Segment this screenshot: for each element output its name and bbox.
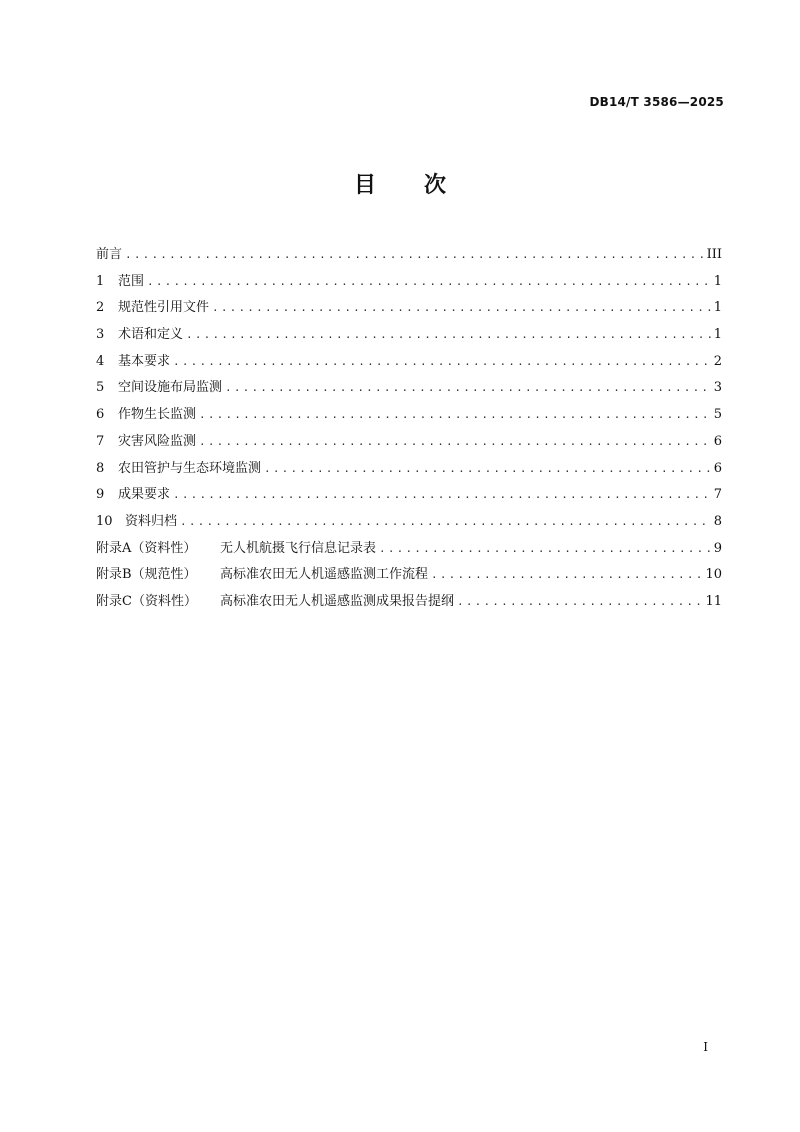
toc-entry-number: 1 — [96, 273, 105, 289]
dot-leader — [180, 515, 711, 528]
toc-entry-page: 8 — [713, 513, 722, 529]
toc-entry-title: 成果要求 — [118, 487, 171, 503]
toc-entry-3[interactable] — [96, 323, 722, 350]
toc-entry-label — [96, 403, 196, 422]
page-number: I — [703, 1040, 708, 1054]
toc-entry-page: 3 — [713, 380, 722, 396]
toc-entry-label — [96, 430, 196, 449]
toc-entry-page: 6 — [713, 433, 722, 449]
toc-entry-appendix-c[interactable] — [96, 590, 722, 617]
toc-entry-page: 1 — [713, 300, 722, 316]
dot-leader — [173, 488, 711, 501]
toc-entry-page: 9 — [713, 540, 722, 556]
toc-entry-label — [96, 563, 428, 582]
toc-entry-5[interactable] — [96, 376, 722, 403]
appendix-prefix: 附录A（资料性） — [96, 540, 197, 556]
dot-leader — [431, 568, 702, 581]
dot-leader — [379, 542, 711, 555]
dot-leader — [264, 462, 711, 475]
dot-leader — [212, 301, 711, 314]
title-char-1: 目 — [353, 173, 376, 198]
appendix-prefix: 附录C（资料性） — [96, 593, 197, 609]
dot-leader — [173, 355, 711, 368]
toc-entry-number: 4 — [96, 353, 105, 369]
toc-entry-number: 3 — [96, 327, 105, 343]
toc-entry-4[interactable] — [96, 350, 722, 377]
toc-entry-title: 无人机航摄飞行信息记录表 — [220, 540, 377, 556]
toc-entry-title: 基本要求 — [118, 353, 171, 369]
toc-entry-label — [96, 590, 454, 609]
toc-entry-title: 高标准农田无人机遥感监测成果报告提纲 — [220, 593, 455, 609]
toc-entry-page: 5 — [713, 407, 722, 423]
dot-leader — [457, 595, 702, 608]
toc-entry-2[interactable] — [96, 296, 722, 323]
toc-entry-title: 空间设施布局监测 — [118, 380, 223, 396]
title-char-2: 次 — [424, 173, 447, 198]
toc-entry-9[interactable] — [96, 483, 722, 510]
toc-entry-title: 作物生长监测 — [118, 407, 197, 423]
toc-entry-page: 6 — [713, 460, 722, 476]
toc-entry-label — [96, 296, 209, 315]
toc-entry-number: 5 — [96, 380, 105, 396]
toc-entry-10[interactable] — [96, 510, 722, 537]
toc-entry-page: 11 — [705, 593, 722, 609]
table-of-contents — [96, 243, 722, 617]
page-title — [0, 168, 800, 199]
toc-entry-page: 1 — [713, 273, 722, 289]
toc-entry-title: 资料归档 — [125, 513, 178, 529]
toc-entry-number: 7 — [96, 433, 105, 449]
toc-entry-foreword[interactable] — [96, 243, 722, 270]
toc-entry-label — [96, 270, 144, 289]
appendix-prefix: 附录B（规范性） — [96, 567, 197, 583]
toc-entry-1[interactable] — [96, 270, 722, 297]
toc-entry-title: 范围 — [118, 273, 145, 289]
toc-entry-8[interactable] — [96, 457, 722, 484]
toc-entry-title: 农田管护与生态环境监测 — [118, 460, 262, 476]
dot-leader — [125, 248, 704, 261]
toc-entry-appendix-b[interactable] — [96, 563, 722, 590]
toc-entry-appendix-a[interactable] — [96, 537, 722, 564]
toc-entry-page: 7 — [713, 487, 722, 503]
toc-entry-label — [96, 537, 376, 556]
toc-entry-label — [96, 350, 170, 369]
toc-entry-label — [96, 323, 183, 342]
toc-entry-number: 6 — [96, 407, 105, 423]
toc-entry-6[interactable] — [96, 403, 722, 430]
toc-entry-7[interactable] — [96, 430, 722, 457]
toc-entry-page: 10 — [705, 567, 722, 583]
toc-entry-label: 前言 — [96, 247, 123, 262]
document-code: DB14/T 3586—2025 — [589, 95, 724, 109]
toc-entry-page: 2 — [713, 353, 722, 369]
dot-leader — [147, 275, 711, 288]
toc-entry-label — [96, 376, 222, 395]
toc-entry-page: III — [706, 247, 722, 262]
toc-entry-label — [96, 457, 261, 476]
toc-entry-page: 1 — [713, 327, 722, 343]
toc-entry-number: 8 — [96, 460, 105, 476]
toc-entry-title: 高标准农田无人机遥感监测工作流程 — [220, 567, 429, 583]
toc-entry-number: 10 — [96, 513, 113, 529]
dot-leader — [186, 328, 711, 341]
toc-entry-number: 9 — [96, 487, 105, 503]
dot-leader — [199, 435, 711, 448]
toc-entry-label — [96, 483, 170, 502]
toc-entry-title: 术语和定义 — [118, 327, 184, 343]
toc-entry-title: 灾害风险监测 — [118, 433, 197, 449]
toc-entry-title: 规范性引用文件 — [118, 300, 210, 316]
toc-entry-label — [96, 510, 177, 529]
toc-entry-number: 2 — [96, 300, 105, 316]
dot-leader — [225, 381, 711, 394]
dot-leader — [199, 408, 711, 421]
